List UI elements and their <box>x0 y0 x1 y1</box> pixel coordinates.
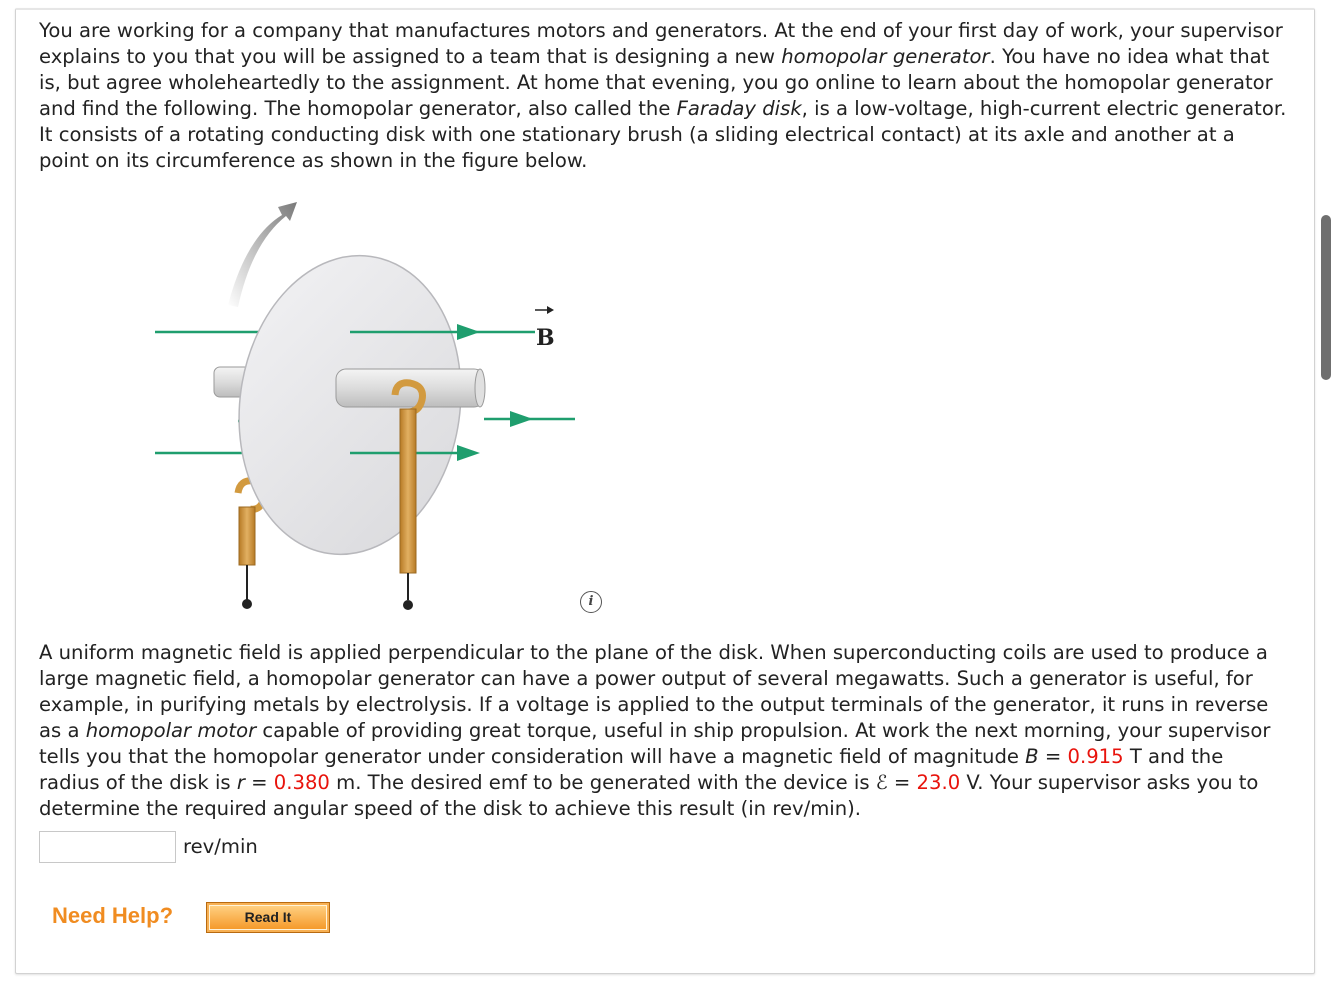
emf-symbol: ℰ <box>875 771 888 794</box>
b-value: 0.915 <box>1067 745 1124 768</box>
emf-value: 23.0 <box>916 771 961 794</box>
read-it-label: Read It <box>209 905 327 930</box>
axle-front <box>336 369 484 407</box>
faraday-disk-figure <box>150 195 620 615</box>
field-arrowhead-axle <box>510 411 533 427</box>
axle-brush-bar <box>400 409 416 573</box>
homopolar-motor-term: homopolar motor <box>85 719 257 742</box>
read-it-button[interactable] <box>206 902 330 933</box>
field-arrowhead-lower <box>457 445 480 461</box>
rim-brush-bar <box>239 507 255 565</box>
info-icon[interactable]: i <box>580 591 602 613</box>
field-label: B <box>536 325 555 351</box>
field-arrowhead-upper <box>457 324 480 340</box>
page-scrollbar[interactable] <box>1321 215 1331 380</box>
answer-unit-label: rev/min <box>183 835 258 858</box>
homopolar-generator-term: homopolar generator <box>781 45 990 68</box>
rim-terminal <box>242 599 252 609</box>
axle-end <box>475 369 485 407</box>
intro-paragraph: You are working for a company that manufactures motors and generators. At the end of your first day of work, your supervisor explains to you that you will be assigned to a team that is designing a new homopolar generator. You have no idea what that is, but agree wholeheartedly to the assignment. At home that evening, you go online to learn about the homopolar generator and find the following. The homopolar generator, also called the Faraday disk, is a low-voltage, high-current electric generator. It consists of a rotating conducting disk with one stationary brush (a sliding electrical contact) at its axle and another at a point on its circumference as shown in the figure below. <box>39 19 1287 172</box>
axle-terminal <box>403 600 413 610</box>
b-symbol: B <box>1025 745 1039 768</box>
r-value: 0.380 <box>273 771 330 794</box>
field-label-vector-arrowhead <box>547 306 554 314</box>
r-symbol: r <box>236 771 245 794</box>
need-help-label: Need Help? <box>52 903 174 928</box>
problem-paragraph: A uniform magnetic field is applied perpendicular to the plane of the disk. When superconducting coils are used to produce a large magnetic field, a homopolar generator can have a power output of several megawatts. Such a generator is useful, for example, in purifying metals by electrolysis. If a voltage is applied to the output terminals of the generator, it runs in reverse as a homopolar motor capable of providing great torque, useful in ship propulsion. At work the next morning, your supervisor tells you that the homopolar generator under consideration will have a magnetic field of magnitude B = 0.915 T and the radius of the disk is r = 0.380 m. The desired emf to be generated with the device is ℰ = 23.0 V. Your supervisor asks you to determine the required angular speed of the disk to achieve this result (in rev/min). <box>39 641 1271 820</box>
angular-speed-input[interactable] <box>39 831 176 863</box>
faraday-disk-term: Faraday disk <box>676 97 802 120</box>
